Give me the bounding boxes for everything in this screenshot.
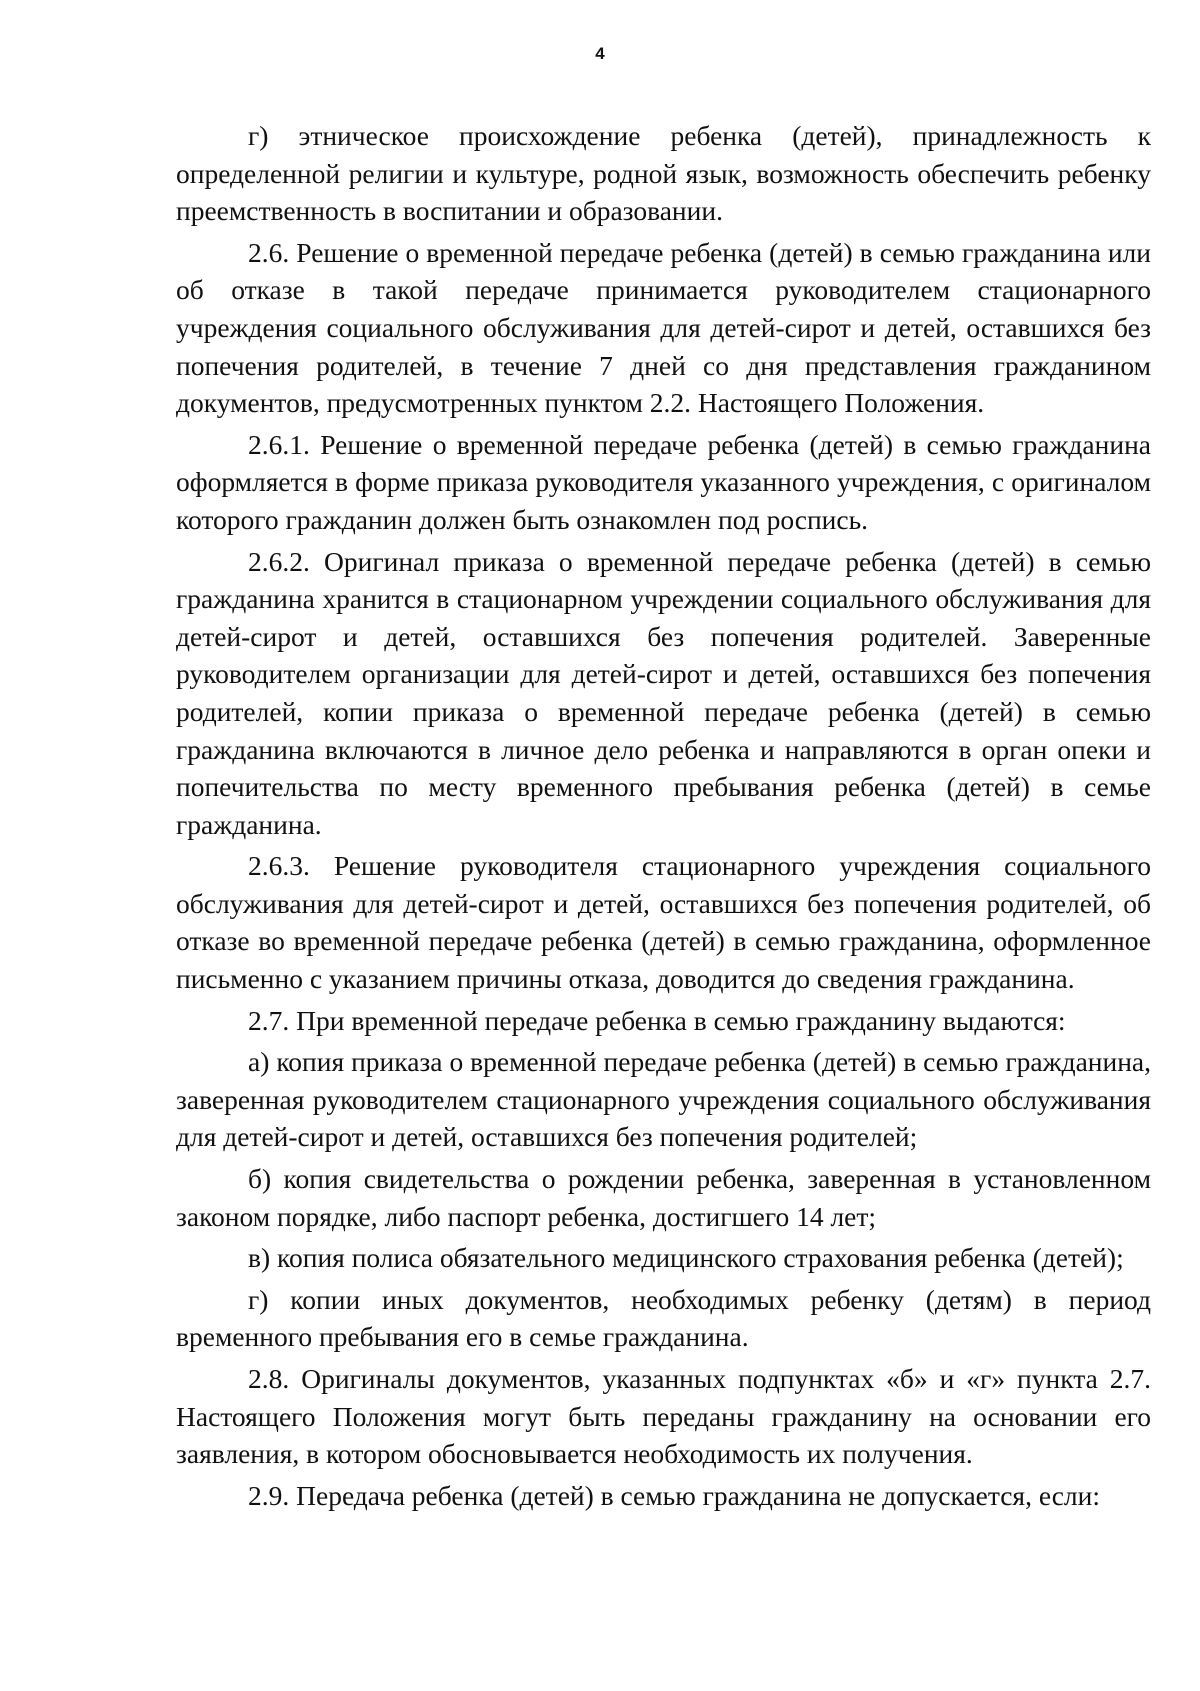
paragraph-2-8: 2.8. Оригиналы документов, указанных подпунктах «б» и «г» пункта 2.7. Настоящего Положения могут быть переданы гражданину на основании его заявления, в котором обосновывается необходимость их получения. xyxy=(176,1363,1151,1470)
paragraph-2-7: 2.7. При временной передаче ребенка в семью гражданину выдаются: xyxy=(248,1004,1066,1036)
paragraph-2-6-3: 2.6.3. Решение руководителя стационарного учреждения социального обслуживания для детей-сирот и детей, оставшихся без попечения родителей, об отказе во временной передаче ребенка (детей) в семью гражданина, оформленное письменно с указанием причины отказа, доводится до сведения гражданина. xyxy=(176,850,1151,995)
paragraph-ethnic-origin: г) этническое происхождение ребенка (детей), принадлежность к определенной религии и культуре, родной язык, возможность обеспечить ребенку преемственность в воспитании и образовании. xyxy=(176,120,1151,227)
paragraph-2-7-g: г) копии иных документов, необходимых ребенку (детям) в период временного пребывания его в семье гражданина. xyxy=(176,1283,1151,1353)
document-body xyxy=(176,117,1151,1518)
paragraph-2-7-a: а) копия приказа о временной передаче ребенка (детей) в семью гражданина, заверенная руководителем стационарного учреждения социального обслуживания для детей-сирот и детей, оставшихся без попечения родителей; xyxy=(176,1046,1151,1153)
paragraph-2-7-b: б) копия свидетельства о рождении ребенка, заверенная в установленном законом порядке, либо паспорт ребенка, достигшего 14 лет; xyxy=(176,1163,1151,1232)
paragraph-2-6: 2.6. Решение о временной передаче ребенка (детей) в семью гражданина или об отказе в такой передаче принимается руководителем стационарного учреждения социального обслуживания для детей-сирот и детей, оставшихся без попечения родителей, в течение 7 дней со дня представления гражданином документов, предусмотренных пунктом 2.2. Настоящего Положения. xyxy=(176,236,1151,419)
paragraph-2-6-1: 2.6.1. Решение о временной передаче ребенка (детей) в семью гражданина оформляется в форме приказа руководителя указанного учреждения, с оригиналом которого гражданин должен быть ознакомлен под роспись. xyxy=(176,428,1151,535)
paragraph-2-7-v: в) копия полиса обязательного медицинского страхования ребенка (детей); xyxy=(248,1242,1124,1274)
page-number: 4 xyxy=(595,44,605,63)
paragraph-2-9: 2.9. Передача ребенка (детей) в семью гражданина не допускается, если: xyxy=(248,1479,1100,1511)
paragraph-2-6-2: 2.6.2. Оригинал приказа о временной передаче ребенка (детей) в семью гражданина хранится в стационарном учреждении социального обслуживания для детей-сирот и детей, оставшихся без попечения родителей. Заверенные руководителем организации для детей-сирот и детей, оставшихся без попечения родителей, копии приказа о временной передаче ребенка (детей) в семью гражданина включаются в личное дело ребенка и направляются в орган опеки и попечительства по месту временного пребывания ребенка (детей) в семье гражданина. xyxy=(176,545,1151,840)
